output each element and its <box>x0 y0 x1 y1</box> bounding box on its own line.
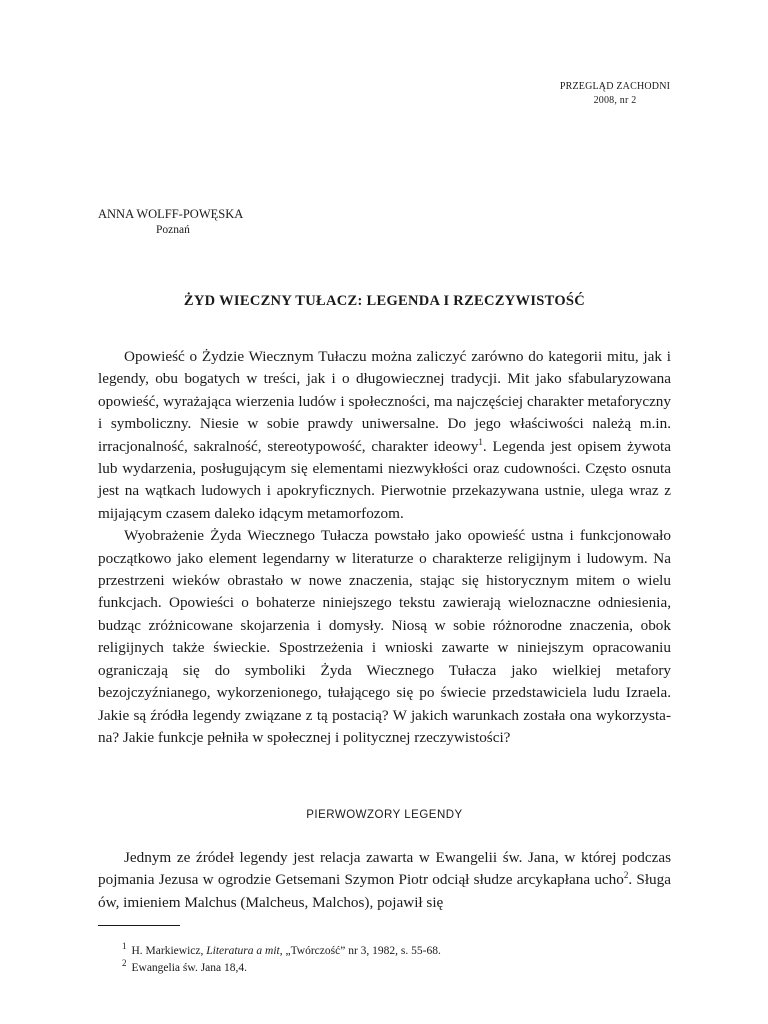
article-title: ŻYD WIECZNY TUŁACZ: LEGENDA I RZECZYWISTOŚĆ <box>183 293 586 309</box>
section-heading: PIERWOWZORY LEGENDY <box>306 809 463 821</box>
footnotes <box>122 943 672 977</box>
footnote-text: Ewangelia św. Jana 18,4. <box>131 962 247 974</box>
paragraph-1 <box>98 346 671 525</box>
section-body <box>98 847 671 914</box>
footnote-number: 2 <box>122 958 127 969</box>
journal-issue: 2008, nr 2 <box>593 95 637 106</box>
footnote-text: H. Markiewicz, <box>131 945 207 957</box>
footnote-text-cont: , „Twórczość” nr 3, 1982, s. 55-68. <box>279 945 441 957</box>
footnote-italic-title: Literatura a mit <box>206 945 280 957</box>
footnote-number: 1 <box>122 941 127 952</box>
paragraph-2: Wyobrażenie Żyda Wiecznego Tułacza powstało jako opowieść ustna i funkcjonowało początkowo jako element legendarny w literaturze o charakterze religijnym i ludowym. Na przestrzeni wieków obrastało w nowe znaczenia, stając się historycznym mitem o wielu funkcjach. Opowieści o bohaterze niniejszego tekstu zawierają wieloznaczne odniesienia, budząc zróżnicowane skojarzenia i domysły. Niosą w sobie różnorodne znaczenia, obok religijnych także świeckie. Spostrzeżenia i wnioski zawarte w niniejszym opracowaniu ograniczają się do symboliki Żyda Wiecznego Tułacza jako wielkiej metafory bezojczyźnianego, wykorzenionego, tułającego się po świecie przedstawiciela ludu Izraela. Jakie są źródła legendy związane z tą postacią? W jakich warunkach została ona wykorzystana? Jakie funkcje pełniła w społecznej i politycznej rzeczywistości? <box>98 527 671 746</box>
paragraph-3-part-a: Jednym ze źródeł legendy jest relacja zawarta w Ewangelii św. Jana, w której podczas pojmania Jezusa w ogrodzie Getsemani Szymon Piotr odciął słudze arcykapłana ucho <box>98 849 671 889</box>
author-city: Poznań <box>156 224 190 236</box>
journal-header <box>540 80 690 108</box>
footnote-1 <box>122 943 672 960</box>
author-block <box>98 206 243 238</box>
paragraph-1-part-a: Opowieść o Żydzie Wiecznym Tułaczu można zaliczyć zarówno do kategorii mitu, jak i legendy, obu bogatych w treści, jak i o długowiecznej tradycji. Mit jako sfabularyzowana opowieść, wyrażająca wierzenia ludów i społeczności, ma najczęściej charakter metaforyczny i symboliczny. Niesie w sobie prawdy uniwersalne. Do jego właściwości należą m.in. irracjonalność, sakralność, stereotypowość, charakter ideowy <box>98 348 671 455</box>
journal-name: PRZEGLĄD ZACHODNI <box>559 81 671 92</box>
author-name: ANNA WOLFF-POWĘSKA <box>98 207 244 221</box>
footnote-divider <box>98 925 180 926</box>
footnote-ref-1: 1 <box>478 436 483 447</box>
paragraph-3 <box>98 847 671 914</box>
paragraph-1-part-b: . Legenda jest opisem żywota lub wydarzenia, posługującym się elementami niezwykłości oraz cudowności. Często osnuta jest na wątkach ludowych i apokryficznych. Pierwotnie przekazywana ustnie, ulega wraz z mijającym czasem daleko idącym metamorfozom. <box>98 437 671 522</box>
footnote-2 <box>122 960 672 977</box>
intro-body <box>98 346 671 749</box>
paragraph-3-part-b: . Sługa ów, imieniem Malchus (Malcheus, Malchos), pojawił się <box>98 871 671 911</box>
footnote-ref-2: 2 <box>623 870 629 881</box>
